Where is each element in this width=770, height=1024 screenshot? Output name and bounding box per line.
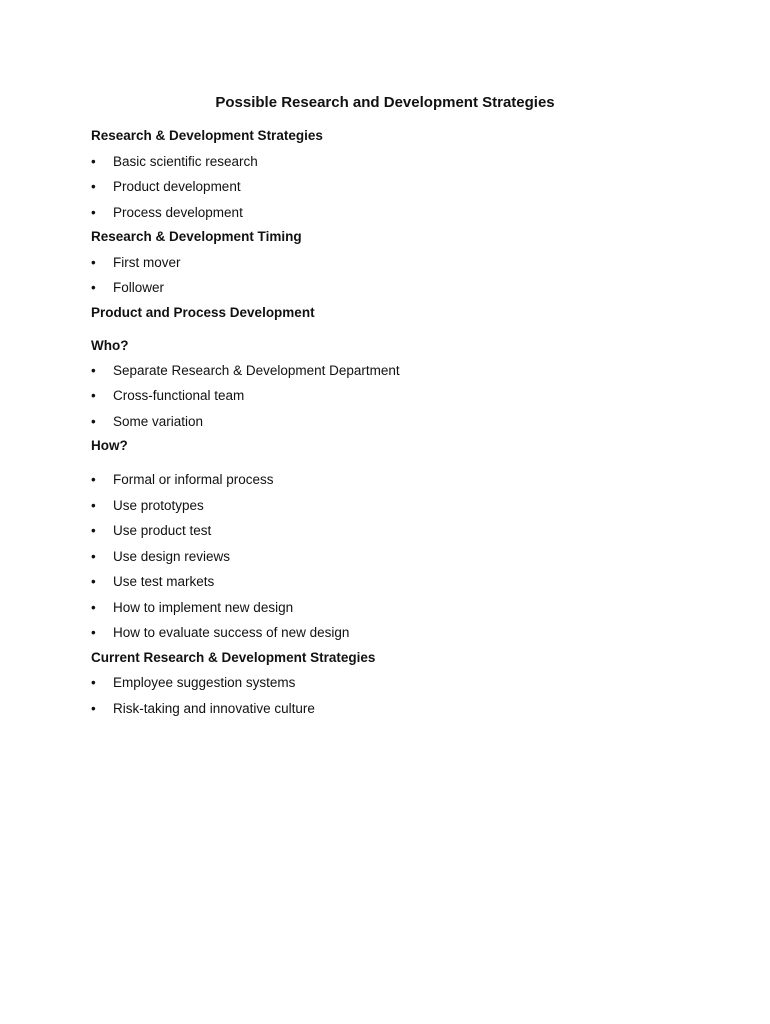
list-item-text: How to implement new design xyxy=(113,600,294,615)
bullet-icon: • xyxy=(91,574,96,589)
section-heading-product-process: Product and Process Development xyxy=(91,305,315,320)
bullet-icon: • xyxy=(91,363,96,378)
bullet-icon: • xyxy=(91,701,96,716)
bullet-icon: • xyxy=(91,179,96,194)
list-item-text: Cross-functional team xyxy=(113,388,245,403)
list-item-text: Process development xyxy=(113,205,243,220)
list-item-text: First mover xyxy=(113,255,181,270)
list-item-text: Product development xyxy=(113,179,241,194)
section-heading-rd-timing: Research & Development Timing xyxy=(91,229,302,244)
bullet-icon: • xyxy=(91,625,96,640)
section-heading-rd-strategies: Research & Development Strategies xyxy=(91,128,323,143)
bullet-icon: • xyxy=(91,498,96,513)
bullet-icon: • xyxy=(91,549,96,564)
bullet-icon: • xyxy=(91,600,96,615)
list-item-text: Separate Research & Development Department xyxy=(113,363,400,378)
list-item-text: Use prototypes xyxy=(113,498,204,513)
bullet-icon: • xyxy=(91,523,96,538)
section-heading-how: How? xyxy=(91,438,128,453)
list-item-text: Basic scientific research xyxy=(113,154,258,169)
list-item-text: Use design reviews xyxy=(113,549,231,564)
bullet-icon: • xyxy=(91,280,96,295)
bullet-icon: • xyxy=(91,388,96,403)
bullet-icon: • xyxy=(91,414,96,429)
list-item-text: Use product test xyxy=(113,523,212,538)
list-item-text: Follower xyxy=(113,280,165,295)
bullet-icon: • xyxy=(91,472,96,487)
section-heading-who: Who? xyxy=(91,338,129,353)
list-item-text: Risk-taking and innovative culture xyxy=(113,701,315,716)
list-item-text: Some variation xyxy=(113,414,204,429)
bullet-icon: • xyxy=(91,154,96,169)
bullet-icon: • xyxy=(91,205,96,220)
list-item-text: Use test markets xyxy=(113,574,215,589)
document-title: Possible Research and Development Strategies xyxy=(215,94,555,111)
section-heading-current-rd: Current Research & Development Strategies xyxy=(91,650,376,665)
list-item-text: Employee suggestion systems xyxy=(113,675,296,690)
bullet-icon: • xyxy=(91,255,96,270)
list-item-text: Formal or informal process xyxy=(113,472,274,487)
list-item-text: How to evaluate success of new design xyxy=(113,625,350,640)
bullet-icon: • xyxy=(91,675,96,690)
